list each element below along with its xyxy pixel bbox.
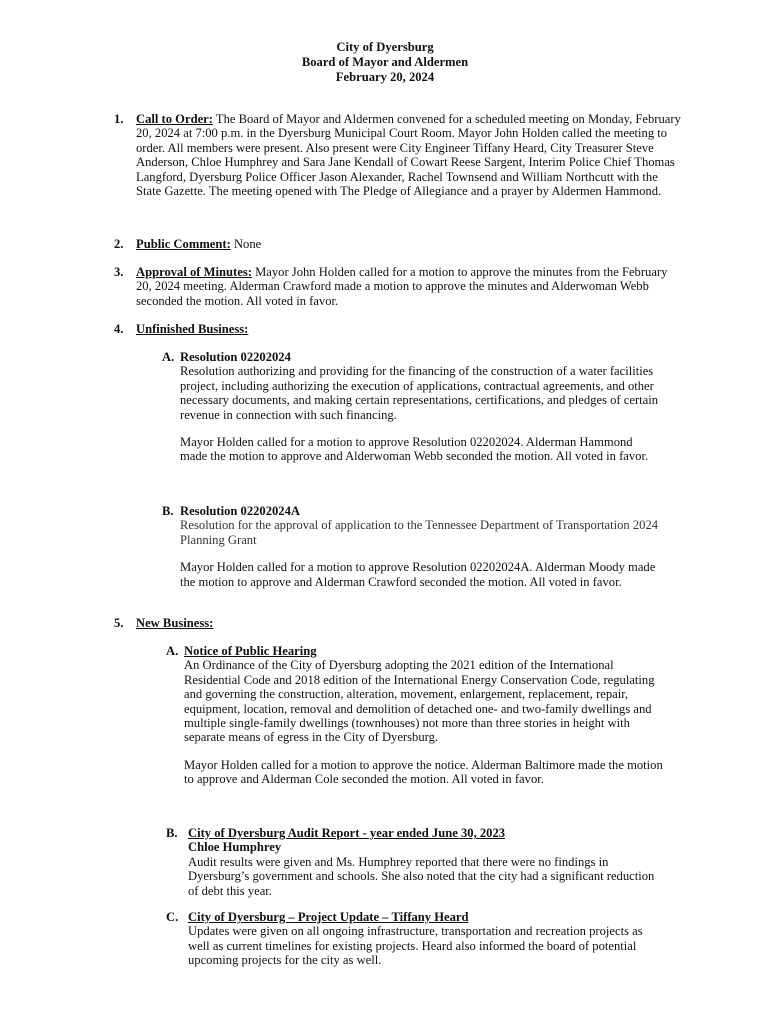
item-unfinished-business (114, 322, 684, 336)
item-heading: Unfinished Business: (136, 322, 249, 336)
sub-action: Mayor Holden called for a motion to approve Resolution 02202024A. Alderman Moody made the motion to approve and Alderman Crawford seconded the motion. All voted in favor. (180, 560, 656, 589)
sub-title: Notice of Public Hearing (184, 644, 317, 658)
sub-description: Audit results were given and Ms. Humphrey reported that there were no findings in Dyersburg’s government and schools. She also noted that the city had a significant reduction of debt this year. (188, 854, 655, 898)
sub-description: Updates were given on all ongoing infrastructure, transportation and recreation projects as well as current timelines for existing projects. Heard also informed the board of potential upcoming projects for the city as well. (188, 924, 643, 968)
new-business-item-b (166, 826, 666, 898)
item-number: 4. (114, 322, 124, 336)
item-text (136, 112, 684, 198)
unfinished-item-b (162, 504, 662, 589)
item-text (136, 616, 684, 630)
item-heading: Call to Order: (136, 112, 213, 126)
item-text (136, 265, 684, 308)
sub-subtitle: Chloe Humphrey (188, 840, 282, 855)
item-heading: Public Comment: (136, 237, 231, 251)
new-business-item-c (166, 910, 666, 968)
sub-letter: A. (166, 644, 179, 658)
sub-title: City of Dyersburg – Project Update – Tiffany Heard (188, 910, 469, 924)
sub-description: An Ordinance of the City of Dyersburg adopting the 2021 edition of the International Residential Code and 2018 edition of the International Energy Conservation Code, regulating and governing the construction, alteration, movement, enlargement, replacement, repair, equipment, location, removal and demolition of detached one- and two-family dwellings and multiple single-family dwellings (townhouses) not more than three stories in height with separate means of egress in the City of Dyersburg. (184, 658, 655, 745)
sub-letter: B. (162, 504, 174, 518)
sub-letter: C. (166, 910, 179, 924)
sub-letter: B. (166, 826, 178, 840)
item-new-business (114, 616, 684, 630)
sub-action: Mayor Holden called for a motion to approve the notice. Alderman Baltimore made the motion to approve and Alderman Cole seconded the motion. All voted in favor. (184, 757, 663, 787)
item-approval-of-minutes (114, 265, 684, 308)
sub-description: Resolution for the approval of application to the Tennessee Department of Transportation 2024 Planning Grant (180, 518, 659, 547)
item-body: The Board of Mayor and Aldermen convened for a scheduled meeting on Monday, February 20, 2024 at 7:00 p.m. in the Dyersburg Municipal Court Room. Mayor John Holden called the meeting to order. All members were present. Also present were City Engineer Tiffany Heard, City Treasurer Steve Anderson, Chloe Humphrey and Sara Jane Kendall of Cowart Reese Sargent, Interim Police Chief Thomas Langford, Dyersburg Police Officer Jason Alexander, Rachel Townsend and William Northcutt with the State Gazette. The meeting opened with The Pledge of Allegiance and a prayer by Aldermen Hammond. (136, 112, 681, 199)
document-header (0, 40, 770, 85)
item-text (136, 237, 684, 251)
sub-title: Resolution 02202024A (180, 504, 300, 518)
sub-letter: A. (162, 350, 175, 364)
new-business-item-a (166, 644, 666, 787)
item-body: Mayor John Holden called for a motion to approve the minutes from the February 20, 2024 meeting. Alderman Crawford made a motion to approve the minutes and Alderwoman Webb seconded the motion. All voted in favor. (136, 265, 668, 308)
header-date: February 20, 2024 (335, 70, 435, 84)
item-heading: Approval of Minutes: (136, 265, 252, 279)
header-city: City of Dyersburg (336, 40, 434, 54)
item-number: 5. (114, 616, 124, 630)
sub-action: Mayor Holden called for a motion to approve Resolution 02202024. Alderman Hammond made the motion to approve and Alderwoman Webb seconded the motion. All voted in favor. (180, 435, 649, 464)
item-number: 1. (114, 112, 124, 126)
item-number: 2. (114, 237, 124, 251)
item-body: None (230, 237, 262, 251)
sub-title: City of Dyersburg Audit Report - year ended June 30, 2023 (188, 826, 506, 840)
unfinished-item-a (162, 350, 662, 464)
item-public-comment (114, 237, 684, 251)
item-number: 3. (114, 265, 124, 279)
header-board: Board of Mayor and Aldermen (301, 55, 469, 69)
item-call-to-order (114, 112, 684, 198)
item-heading: New Business: (136, 616, 214, 630)
sub-title: Resolution 02202024 (180, 350, 291, 364)
item-text (136, 322, 684, 336)
sub-description: Resolution authorizing and providing for the financing of the construction of a water facilities project, including authorizing the execution of applications, contractual agreements, and other necessary documents, and making certain representations, certifications, and pledges of certain revenue in connection with such financing. (180, 364, 659, 422)
